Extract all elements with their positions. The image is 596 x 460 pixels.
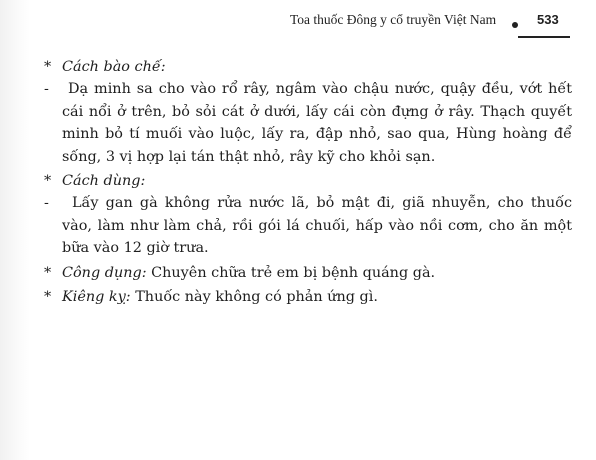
section-bullet: * — [44, 289, 52, 306]
section-line — [62, 262, 435, 284]
section-bullet: * — [44, 173, 52, 190]
section-heading-usage — [44, 170, 572, 192]
running-header-title: Toa thuốc Đông y cổ truyền Việt Nam — [290, 12, 497, 27]
paragraph-usage — [44, 192, 572, 259]
header-bullet-dot — [512, 22, 518, 28]
section-bullet: * — [44, 59, 52, 75]
paragraph-text: Lấy gan gà không rửa nước lã, bỏ mật đi, giã nhuyễn, cho thuốc vào, làm như làm chả, rồi gói lá chuối, hấp vào nồi cơm, cho ăn một bữa vào 12 giờ trưa. — [62, 195, 572, 257]
page-body — [44, 56, 572, 308]
section-label: Kiêng kỵ: — [62, 289, 131, 306]
paragraph-dash: - — [44, 81, 49, 98]
page-number: 533 — [537, 12, 559, 27]
header-rule — [518, 36, 570, 38]
paragraph-dash: - — [44, 195, 49, 212]
paragraph-text: Dạ minh sa cho vào rổ rây, ngâm vào chậu nước, quậy đều, vớt hết cái nổi ở trên, bỏ sỏi cát ở dưới, lấy cái còn đựng ở rây. Thạch quyết minh bỏ tí muối vào luộc, lấy ra, đập nhỏ, sao qua, Hùng hoàng để sống, 3 vị hợp lại tán thật nhỏ, rây kỹ cho khỏi sạn. — [62, 81, 572, 165]
section-label: Công dụng: — [62, 264, 147, 281]
section-indication — [44, 262, 572, 284]
paragraph-preparation — [44, 78, 572, 168]
section-title: Cách dùng: — [62, 173, 146, 190]
section-title: Cách bào chế: — [62, 59, 166, 75]
section-text: Thuốc này không có phản ứng gì. — [130, 289, 378, 306]
section-line — [62, 286, 378, 308]
section-heading-preparation — [44, 56, 572, 78]
section-text: Chuyên chữa trẻ em bị bệnh quáng gà. — [146, 264, 436, 281]
section-bullet: * — [44, 264, 52, 281]
section-contraindication — [44, 286, 572, 308]
page-gutter-shadow — [0, 0, 30, 460]
